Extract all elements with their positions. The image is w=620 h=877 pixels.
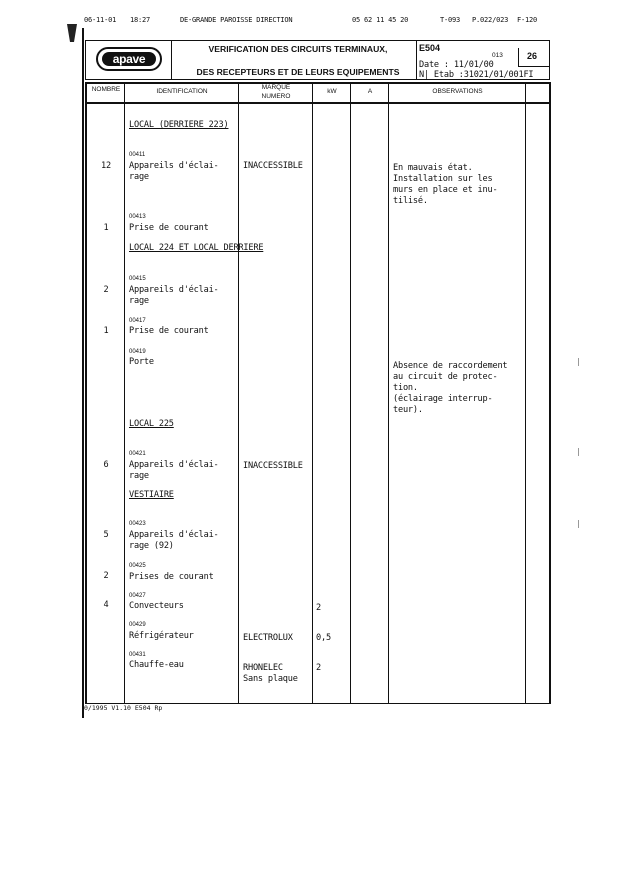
col-rule-4 bbox=[350, 82, 351, 704]
item-code: 00421 bbox=[129, 451, 146, 457]
col-header-observations: OBSERVATIONS bbox=[432, 88, 483, 95]
item-code: 00417 bbox=[129, 318, 146, 324]
item-code: 00419 bbox=[129, 349, 146, 355]
col-header-marque: MARQUE NUMERO bbox=[261, 84, 291, 100]
item-label: Prises de courant bbox=[129, 572, 214, 582]
colhead-top-rule bbox=[85, 82, 550, 84]
scan-speck bbox=[578, 358, 579, 366]
section-title: LOCAL 225 bbox=[129, 419, 174, 429]
item-quantity: 4 bbox=[103, 600, 109, 610]
item-label: Chauffe-eau bbox=[129, 660, 184, 670]
title-line-1: VERIFICATION DES CIRCUITS TERMINAUX, bbox=[208, 44, 388, 54]
apave-logo-inner bbox=[102, 52, 156, 66]
col-header-nombre: NOMBRE bbox=[91, 86, 121, 93]
fax-page: P.022/023 bbox=[472, 16, 509, 24]
col-header-kw: kW bbox=[327, 88, 337, 95]
binding-mark bbox=[67, 24, 77, 42]
col-rule-1 bbox=[124, 82, 125, 704]
col-rule-3 bbox=[312, 82, 313, 704]
colhead-bottom-rule bbox=[85, 102, 550, 104]
fax-time: 18:27 bbox=[130, 16, 151, 24]
header-divider-1 bbox=[171, 40, 172, 80]
page-box-left bbox=[518, 48, 519, 66]
item-label: Prise de courant bbox=[129, 223, 209, 233]
date-line: Date : 11/01/00 bbox=[419, 60, 494, 70]
header-divider-2 bbox=[416, 40, 417, 80]
col-header-a: A bbox=[367, 88, 373, 95]
item-code: 00411 bbox=[129, 152, 146, 158]
table-right-border bbox=[549, 82, 551, 704]
fax-sender: DE-GRANDE PAROISSE DIRECTION bbox=[180, 16, 293, 24]
item-brand: RHONELEC Sans plaque bbox=[243, 663, 298, 684]
item-label: Prise de courant bbox=[129, 326, 209, 336]
apave-logo bbox=[96, 47, 162, 71]
item-quantity: 5 bbox=[103, 530, 109, 540]
left-scan-bar bbox=[82, 28, 84, 718]
ref-code: E504 bbox=[419, 43, 441, 53]
item-label: Appareils d'éclai- rage bbox=[129, 460, 219, 481]
item-quantity: 1 bbox=[103, 326, 109, 336]
item-quantity: 12 bbox=[101, 161, 111, 171]
item-observation: En mauvais état. Installation sur les murs en place et inu- tilisé. bbox=[393, 163, 498, 206]
title-line-2: DES RECEPTEURS ET DE LEURS EQUIPEMENTS bbox=[196, 67, 400, 77]
item-code: 00415 bbox=[129, 276, 146, 282]
scan-speck bbox=[578, 520, 579, 528]
item-label: Appareils d'éclai- rage bbox=[129, 161, 219, 182]
item-kw: 2 bbox=[316, 603, 321, 613]
col-rule-6 bbox=[525, 82, 526, 704]
item-label: Réfrigérateur bbox=[129, 631, 194, 641]
item-code: 00431 bbox=[129, 652, 146, 658]
item-brand: INACCESSIBLE bbox=[243, 461, 303, 471]
section-title: VESTIAIRE bbox=[129, 490, 174, 500]
form-footer: 0/1995 V1.10 E504 Rp bbox=[84, 704, 163, 712]
fax-date: 06-11-01 bbox=[84, 16, 117, 24]
section-title: LOCAL 224 ET LOCAL DERRIERE bbox=[129, 243, 264, 253]
fax-t-number: T-093 bbox=[440, 16, 461, 24]
item-code: 00425 bbox=[129, 563, 146, 569]
page-box-bottom bbox=[518, 66, 550, 67]
item-label: Appareils d'éclai- rage bbox=[129, 285, 219, 306]
logo-text: apave bbox=[112, 52, 146, 66]
item-code: 00413 bbox=[129, 214, 146, 220]
item-label: Porte bbox=[129, 357, 154, 367]
etab-line: N| Etab :31021/01/001FI bbox=[419, 70, 534, 80]
page-number: 26 bbox=[527, 51, 538, 61]
item-label: Convecteurs bbox=[129, 601, 184, 611]
col-header-identification: IDENTIFICATION bbox=[156, 88, 208, 95]
fax-f-number: F-120 bbox=[517, 16, 538, 24]
col-rule-5 bbox=[388, 82, 389, 704]
item-kw: 2 bbox=[316, 663, 321, 673]
ref-sub: 013 bbox=[492, 52, 503, 59]
section-title: LOCAL (DERRIERE 223) bbox=[129, 120, 229, 130]
item-kw: 0,5 bbox=[316, 633, 331, 643]
item-brand: ELECTROLUX bbox=[243, 633, 293, 643]
item-quantity: 2 bbox=[103, 571, 109, 581]
item-code: 00427 bbox=[129, 593, 146, 599]
item-quantity: 6 bbox=[103, 460, 109, 470]
fax-phone: 05 62 11 45 20 bbox=[352, 16, 409, 24]
item-observation: Absence de raccordement au circuit de protec- tion. (éclairage interrup- teur). bbox=[393, 361, 508, 415]
item-code: 00429 bbox=[129, 622, 146, 628]
scan-speck bbox=[578, 448, 579, 456]
table-left-border bbox=[85, 82, 87, 704]
item-code: 00423 bbox=[129, 521, 146, 527]
item-label: Appareils d'éclai- rage (92) bbox=[129, 530, 219, 551]
item-brand: INACCESSIBLE bbox=[243, 161, 303, 171]
item-quantity: 2 bbox=[103, 285, 109, 295]
item-quantity: 1 bbox=[103, 223, 109, 233]
col-rule-2 bbox=[238, 82, 239, 704]
